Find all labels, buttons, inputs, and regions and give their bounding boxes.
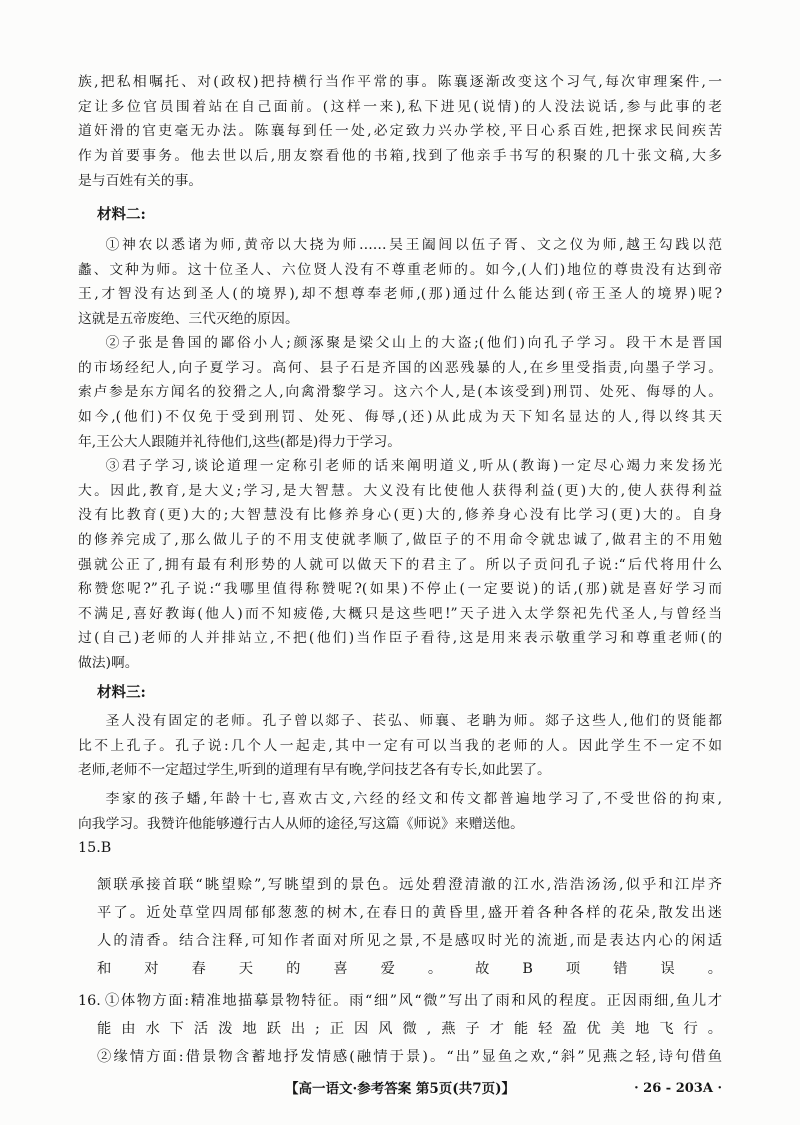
text-line: ②缘情方面:借景物含蓄地抒发情感(融情于景)。“出”显鱼之欢,“斜”见燕之轻,诗句借鱼 (97, 1049, 722, 1065)
text-line: ③君子学习,谈论道理一定称引老师的话来阐明道义,听从(教诲)一定尽心竭力来发扬光 (105, 458, 722, 474)
text-line: 道奸滑的官吏毫无办法。陈襄每到任一处,必定致力兴办学校,平日心系百姓,把探求民间疾苦 (78, 123, 722, 140)
material-three-paragraph-2 (78, 787, 722, 836)
text-line: 年,王公大人跟随并礼待他们,这些(都是)得力于学习。 (78, 433, 402, 450)
text-line: 作为首要事务。他去世以后,朋友察看他的书箱,找到了他亲手书写的积聚的几十张文稿,大多 (78, 147, 722, 164)
text-line: 没有比教育(更)大的;大智慧没有比修养身心(更)大的,修养身心没有比学习(更)大的。自身 (78, 507, 722, 524)
material-two-paragraph-3 (78, 454, 722, 676)
text-line: 李家的孩子蟠,年龄十七,喜欢古文,六经的经文和传文都普遍地学习了,不受世俗的拘束, (105, 791, 722, 807)
text-line: 如今,(他们)不仅免于受到刑罚、处死、侮辱,(还)从此成为天下知名显达的人,得以终其天 (78, 408, 722, 425)
text-line: 颔联承接首联“眺望赊”,写眺望到的景色。远处碧澄清澈的江水,浩浩汤汤,似乎和江岸齐 (97, 877, 722, 893)
text-line: 的修养完成了,那么做儿子的不用支使就孝顺了,做臣子的不用命令就忠诚了,做君主的不用勉 (78, 531, 722, 548)
text-line: 平了。近处草堂四周郁郁葱葱的树木,在春日的黄昏里,盛开着各种各样的花朵,散发出迷 (97, 905, 722, 921)
footer-code: · 26 - 203A · (634, 1081, 722, 1096)
text-line: 定让多位官员围着站在自己面前。(这样一来),私下进见(说情)的人没法说话,参与此事的老 (78, 98, 722, 115)
material-three-heading: 材料三: (97, 684, 146, 701)
text-line: ①神农以悉诸为师,黄帝以大挠为师……吴王阖闾以伍子胥、文之仪为师,越王勾践以范 (105, 237, 722, 253)
text-line: 的市场经纪人,向子夏学习。高何、县子石是齐国的凶恶残暴的人,在乡里受指责,向墨子学习。 (78, 359, 722, 376)
text-line: 称赞您呢?”孔子说:“我哪里值得称赞呢?(如果)不停止(一定要说)的话,(那)就是喜好学习而 (78, 581, 722, 598)
text-line: 向我学习。我赞许他能够遵行古人从师的途径,写这篇《师说》来赠送他。 (78, 815, 524, 832)
text-line: 做法)啊。 (78, 655, 139, 672)
text-line: 是与百姓有关的事。 (78, 172, 203, 189)
text-line: 蠡、文种为师。这十位圣人、六位贤人没有不尊重老师的。如今,(人们)地位的尊贵没有达到帝 (78, 261, 722, 278)
text-line: 族,把私相嘱托、对(政权)把持横行当作平常的事。陈襄逐渐改变这个习气,每次审理案件,一 (78, 74, 722, 90)
text-line: 强就公正了,拥有最有利形势的人就可以做天下的君主了。所以子贡问孔子说:“后代将用什么 (78, 556, 722, 573)
material-one-tail (78, 70, 722, 193)
text-line: 比不上孔子。孔子说:几个人一起走,其中一定有可以当我的老师的人。因此学生不一定不如 (78, 737, 722, 754)
text-line: 不满足,喜好教诲(他人)而不知疲倦,大概只是这些吧!”天子进入太学祭祀先代圣人,与曾经当 (78, 605, 722, 622)
question-15-label: 15.B (78, 840, 112, 856)
text-line: 人的清香。结合注释,可知作者面对所见之景,不是感叹时光的流逝,而是表达内心的闲适 (97, 933, 722, 949)
material-two-paragraph-2 (78, 331, 722, 454)
material-two-paragraph-1 (78, 233, 722, 332)
text-line: 大。因此,教育,是大义;学习,是大智慧。大义没有比使他人获得利益(更)大的,使人获得利益 (78, 482, 722, 499)
material-two-heading: 材料二: (97, 206, 146, 223)
text-line: 能由水下活泼地跃出;正因风微,燕子才能轻盈优美地飞行。 (97, 1021, 722, 1037)
footer-title: 【高一语文·参考答案 第5页(共7页)】 (285, 1081, 515, 1097)
text-line: 索卢参是东方闻名的狡猾之人,向禽滑黎学习。这六个人,是(本该受到)刑罚、处死、侮辱的人。 (78, 384, 722, 401)
question-15-explanation (97, 871, 722, 983)
text-line: 和对春天的喜爱。故B项错误。 (97, 961, 722, 977)
text-line: 老师,老师不一定超过学生,听到的道理有早有晚,学问技艺各有专长,如此罢了。 (78, 762, 551, 779)
text-line: 过(自己)老师的人并排站立,不把(他们)当作臣子看待,这是用来表示敬重学习和尊重老师(的 (78, 630, 722, 647)
text-line: 王,才智没有达到圣人(的境界),却不想尊奉老师,(那)通过什么能达到(帝王圣人的境界)呢? (78, 286, 722, 303)
material-three-paragraph-1 (78, 709, 722, 783)
text-line: 圣人没有固定的老师。孔子曾以郯子、苌弘、师襄、老聃为师。郯子这些人,他们的贤能都 (105, 713, 722, 729)
question-16-label: 16. (78, 993, 101, 1009)
question-16-explanation (97, 987, 722, 1071)
text-line: 这就是五帝废绝、三代灭绝的原因。 (78, 310, 299, 327)
text-line: ②子张是鲁国的鄙俗小人;颜涿聚是梁父山上的大盗;(他们)向孔子学习。段干木是晋国 (105, 335, 722, 351)
text-line: ①体物方面:精准地描摹景物特征。雨“细”风“微”写出了雨和风的程度。正因雨细,鱼儿才 (105, 993, 722, 1009)
